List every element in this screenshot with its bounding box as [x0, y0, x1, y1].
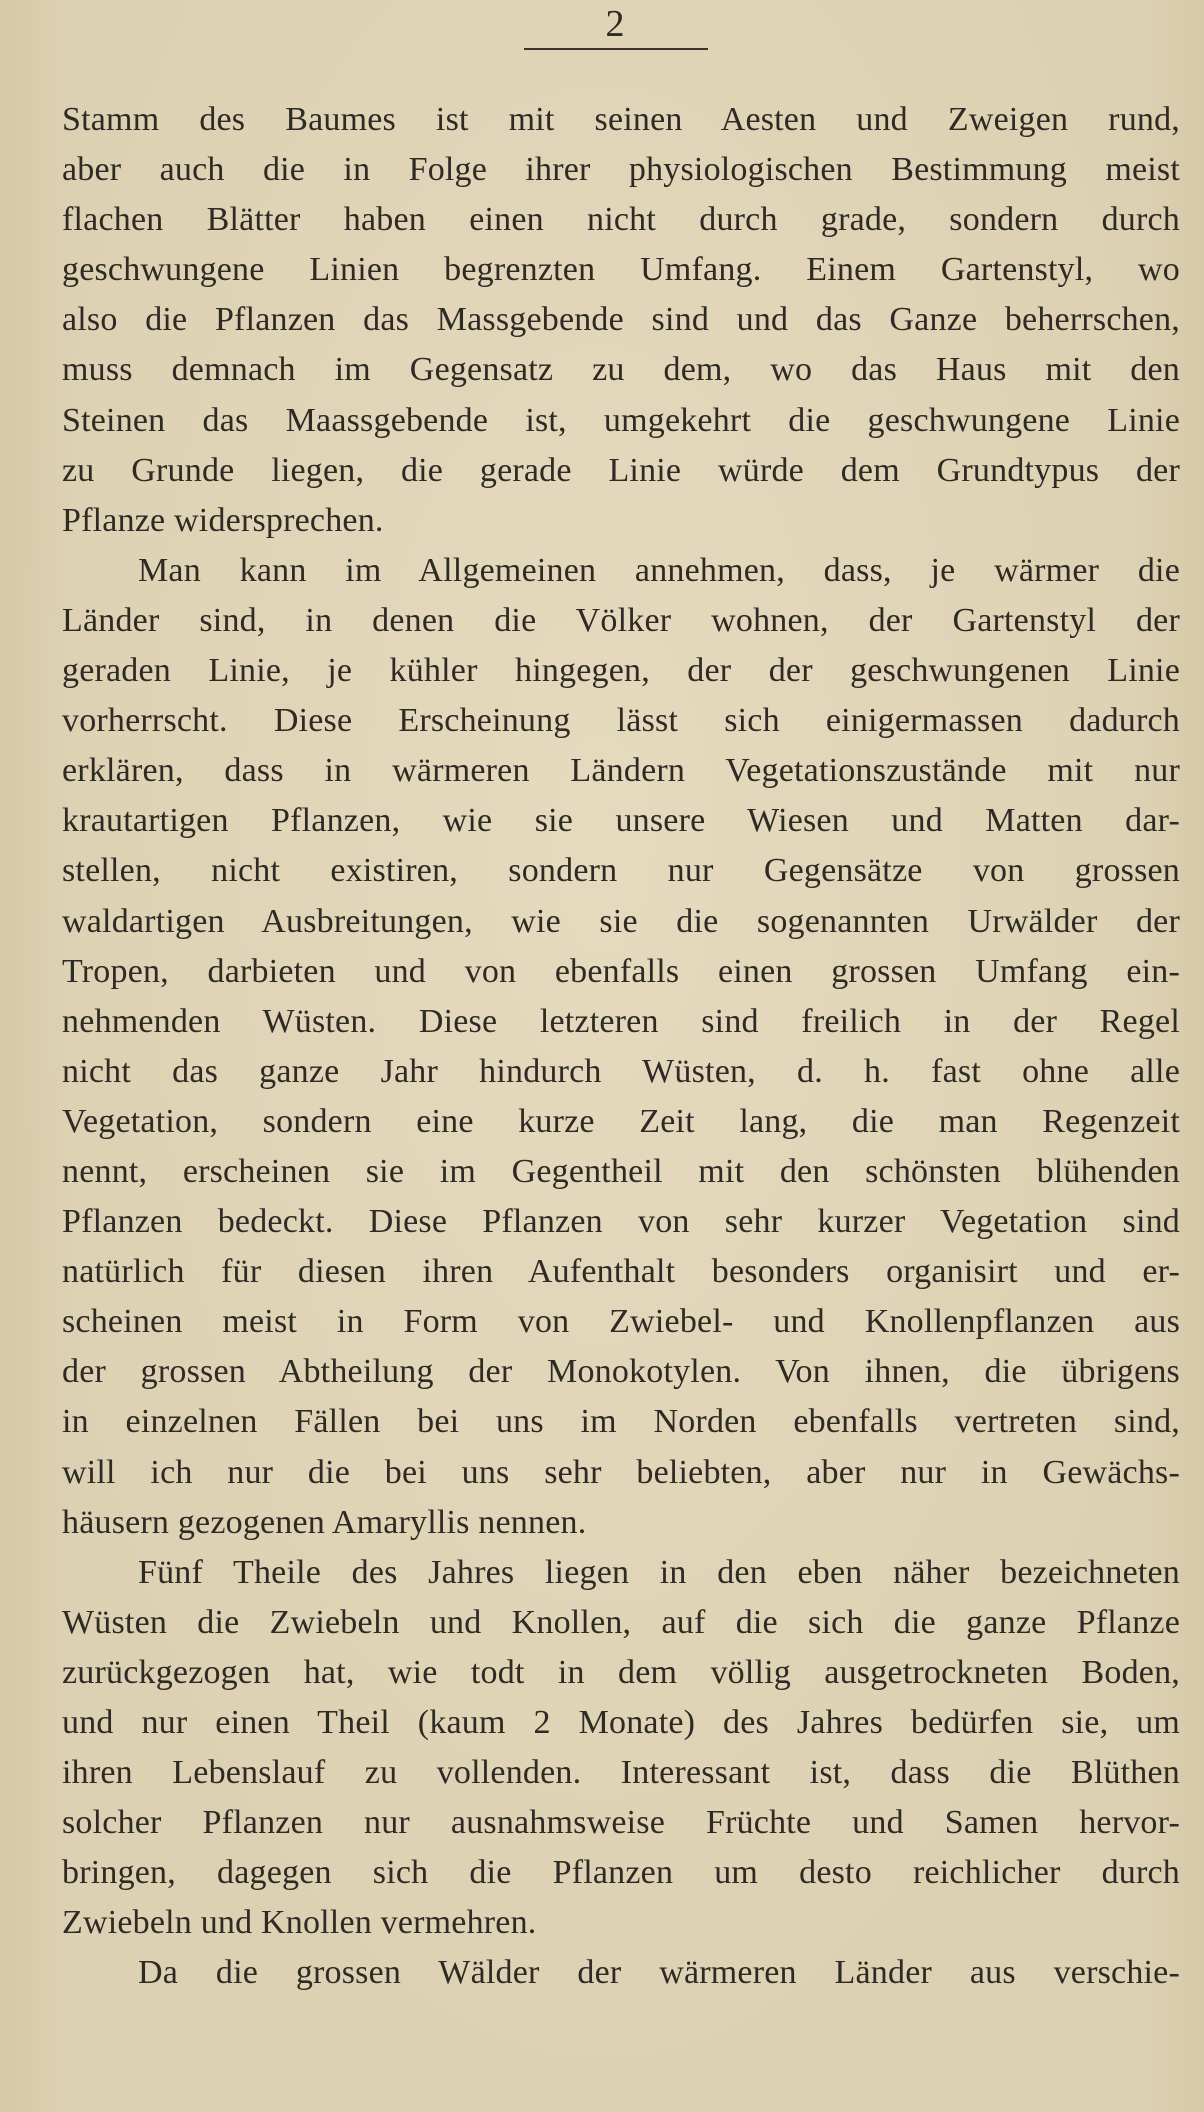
text-line: Steinen das Maassgebende ist, umgekehrt die geschwungene Linie	[62, 401, 1180, 439]
text-line: muss demnach im Gegensatz zu dem, wo das Haus mit den	[62, 351, 1180, 389]
text-line: waldartigen Ausbreitungen, wie sie die sogenannten Urwälder der	[62, 902, 1180, 940]
page-number: 2	[605, 3, 625, 45]
text-line: Man kann im Allgemeinen annehmen, dass, je wärmer die	[138, 551, 1180, 589]
text-line: Pflanze widersprechen.	[62, 501, 384, 539]
text-line: Vegetation, sondern eine kurze Zeit lang, die man Regenzeit	[62, 1102, 1180, 1140]
text-line: zurückgezogen hat, wie todt in dem völlig ausgetrockneten Boden,	[62, 1653, 1180, 1691]
text-line: geschwungene Linien begrenzten Umfang. Einem Gartenstyl, wo	[62, 251, 1180, 289]
text-line: in einzelnen Fällen bei uns im Norden ebenfalls vertreten sind,	[62, 1403, 1180, 1441]
text-line: will ich nur die bei uns sehr beliebten, aber nur in Gewächs-	[62, 1453, 1180, 1491]
text-line: Tropen, darbieten und von ebenfalls einen grossen Umfang ein-	[62, 952, 1180, 990]
text-line: nehmenden Wüsten. Diese letzteren sind freilich in der Regel	[62, 1002, 1180, 1040]
text-line: solcher Pflanzen nur ausnahmsweise Früchte und Samen hervor-	[62, 1804, 1180, 1842]
text-line: also die Pflanzen das Massgebende sind und das Ganze beherrschen,	[62, 301, 1180, 339]
page-number-rule	[524, 48, 708, 50]
text-line: geraden Linie, je kühler hingegen, der der geschwungenen Linie	[62, 652, 1180, 690]
text-line: Pflanzen bedeckt. Diese Pflanzen von sehr kurzer Vegetation sind	[62, 1203, 1180, 1241]
text-line: Zwiebeln und Knollen vermehren.	[62, 1904, 537, 1942]
text-line: Stamm des Baumes ist mit seinen Aesten und Zweigen rund,	[62, 101, 1180, 138]
text-line: ihren Lebenslauf zu vollenden. Interessant ist, dass die Blüthen	[62, 1754, 1180, 1792]
text-line: Fünf Theile des Jahres liegen in den eben näher bezeichneten	[138, 1553, 1180, 1591]
text-line: nicht das ganze Jahr hindurch Wüsten, d. h. fast ohne alle	[62, 1052, 1180, 1090]
text-line: Wüsten die Zwiebeln und Knollen, auf die sich die ganze Pflanze	[62, 1603, 1180, 1641]
text-line: nennt, erscheinen sie im Gegentheil mit den schönsten blühenden	[62, 1152, 1180, 1190]
text-line: Länder sind, in denen die Völker wohnen, der Gartenstyl der	[62, 601, 1180, 639]
text-line: der grossen Abtheilung der Monokotylen. Von ihnen, die übrigens	[62, 1353, 1180, 1391]
text-line: scheinen meist in Form von Zwiebel- und Knollenpflanzen aus	[62, 1303, 1180, 1341]
text-line: flachen Blätter haben einen nicht durch grade, sondern durch	[62, 201, 1180, 239]
text-line: Da die grossen Wälder der wärmeren Länder aus verschie-	[138, 1954, 1180, 1992]
text-line: zu Grunde liegen, die gerade Linie würde dem Grundtypus der	[62, 451, 1180, 489]
text-line: häusern gezogenen Amaryllis nennen.	[62, 1503, 587, 1541]
text-line: und nur einen Theil (kaum 2 Monate) des Jahres bedürfen sie, um	[62, 1704, 1180, 1741]
text-line: erklären, dass in wärmeren Ländern Vegetationszustände mit nur	[62, 752, 1180, 790]
text-line: stellen, nicht existiren, sondern nur Gegensätze von grossen	[62, 852, 1180, 890]
text-line: natürlich für diesen ihren Aufenthalt besonders organisirt und er-	[62, 1253, 1180, 1291]
text-line: aber auch die in Folge ihrer physiologischen Bestimmung meist	[62, 151, 1180, 189]
body-text	[62, 95, 1180, 1999]
text-line: krautartigen Pflanzen, wie sie unsere Wiesen und Matten dar-	[62, 802, 1180, 840]
text-line: bringen, dagegen sich die Pflanzen um desto reichlicher durch	[62, 1854, 1180, 1892]
text-line: vorherrscht. Diese Erscheinung lässt sich einigermassen dadurch	[62, 702, 1180, 740]
